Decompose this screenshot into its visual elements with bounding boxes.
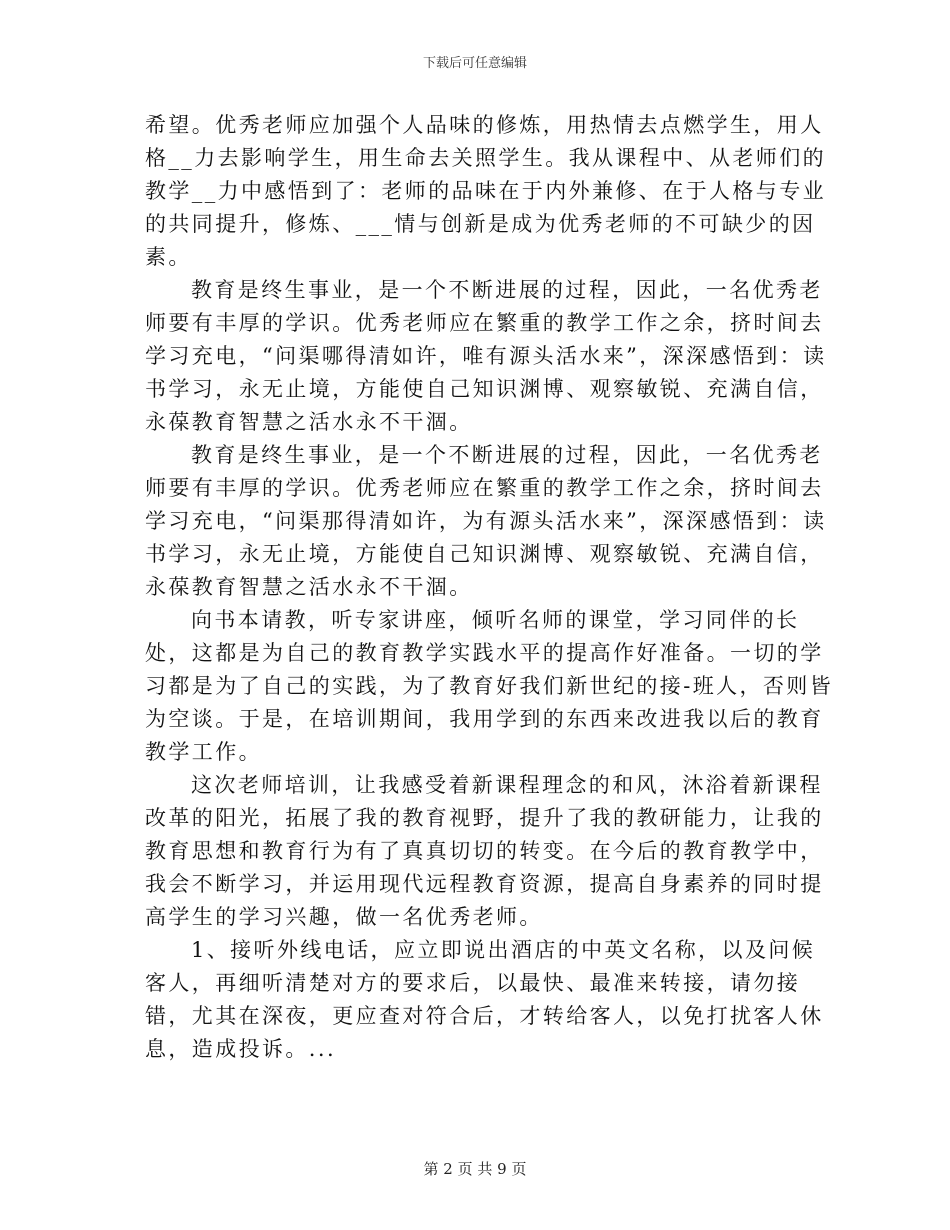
- paragraph-3: 教育是终生事业，是一个不断进展的过程，因此，一名优秀老师要有丰厚的学识。优秀老师应在繁重的教学工作之余，挤时间去学习充电，“问渠那得清如许，为有源头活水来”，深深感悟到：读书学习，永无止境，方能使自己知识渊博、观察敏锐、充满自信，永葆教育智慧之活水永不干涸。: [145, 443, 827, 599]
- paragraph-4: 向书本请教，听专家讲座，倾听名师的课堂，学习同伴的长处，这都是为自己的教育教学实践水平的提高作好准备。一切的学习都是为了自己的实践，为了教育好我们新世纪的接-班人，否则皆为空谈。于是，在培训期间，我用学到的东西来改进我以后的教育教学工作。: [145, 608, 834, 764]
- paragraph-5: 这次老师培训，让我感受着新课程理念的和风，沐浴着新课程改革的阳光，拓展了我的教育视野，提升了我的教研能力，让我的教育思想和教育行为有了真真切切的转变。在今后的教育教学中，我会不断学习，并运用现代远程教育资源，提高自身素养的同时提高学生的学习兴趣，做一名优秀老师。: [145, 773, 824, 929]
- paragraph-6: 1、接听外线电话，应立即说出酒店的中英文名称，以及问候客人，再细听清楚对方的要求后，以最快、最准来转接，请勿接错，尤其在深夜，更应查对符合后，才转给客人，以免打扰客人休息，造成投诉。...: [145, 938, 824, 1061]
- document-body: [145, 109, 835, 1066]
- paragraph-1: 希望。优秀老师应加强个人品味的修炼，用热情去点燃学生，用人格__力去影响学生，用生命去关照学生。我从课程中、从老师们的教学__力中感悟到了：老师的品味在于内外兼修、在于人格与专业的共同提升，修炼、___情与创新是成为优秀老师的不可缺少的因素。: [145, 113, 826, 269]
- page-number-footer: 第 2 页 共 9 页: [423, 1160, 527, 1178]
- paragraph-2: 教育是终生事业，是一个不断进展的过程，因此，一名优秀老师要有丰厚的学识。优秀老师应在繁重的教学工作之余，挤时间去学习充电，“问渠哪得清如许，唯有源头活水来”，深深感悟到：读书学习，永无止境，方能使自己知识渊博、观察敏锐、充满自信，永葆教育智慧之活水永不干涸。: [145, 278, 827, 434]
- page-header: 下载后可任意编辑: [422, 56, 527, 71]
